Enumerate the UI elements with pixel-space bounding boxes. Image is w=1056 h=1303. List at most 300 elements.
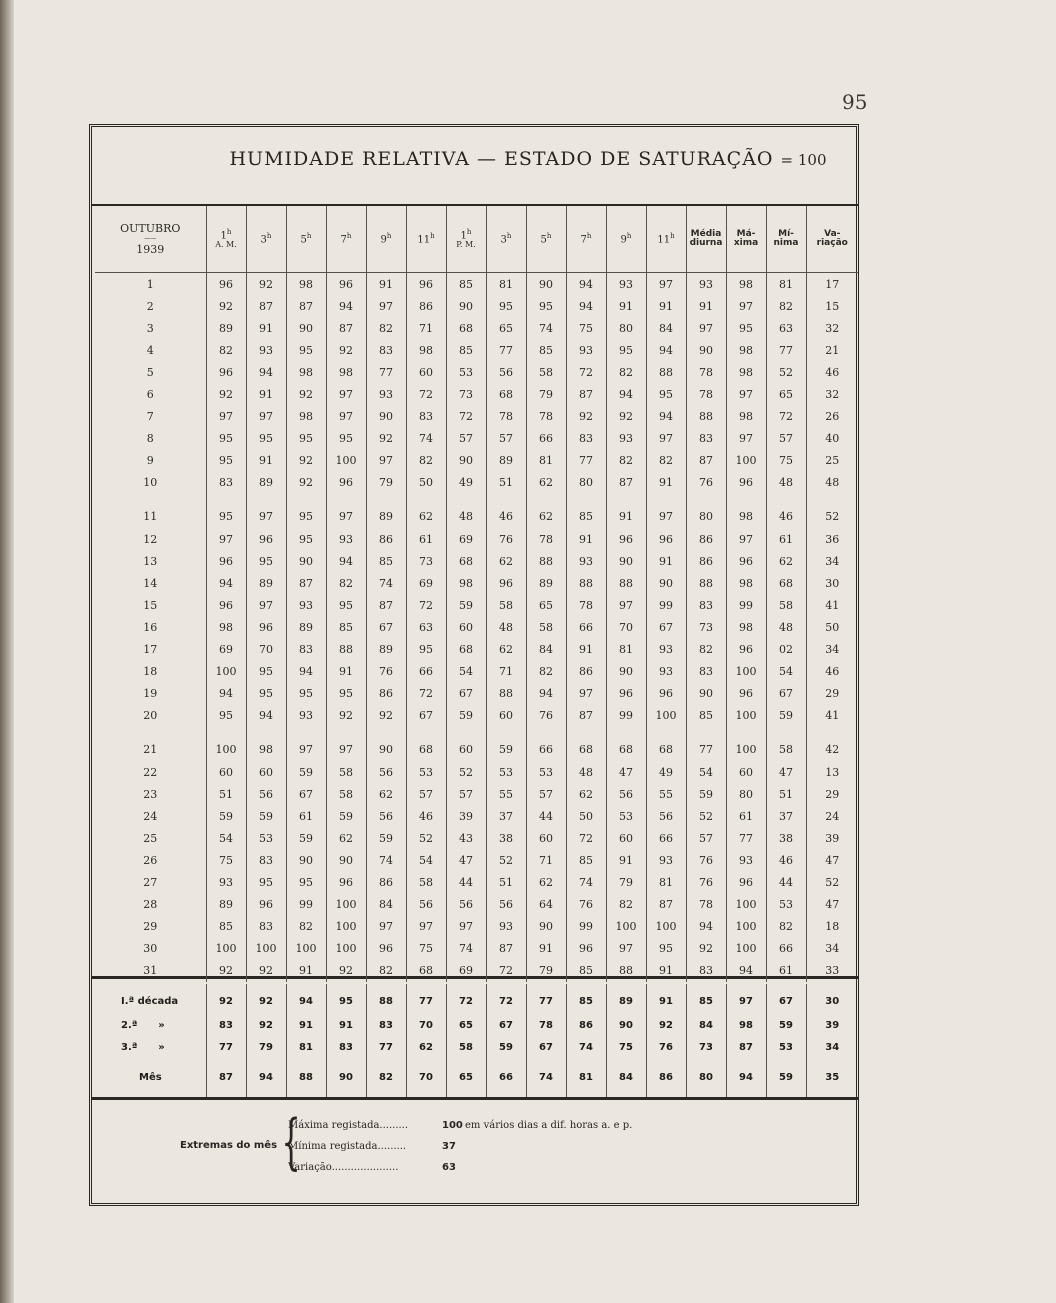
value-cell: 90 [646,572,686,594]
value-cell: 61 [726,805,766,827]
value-cell: 36 [806,528,858,550]
value-cell: 81 [646,871,686,893]
value-cell: 98 [286,405,326,427]
value-cell: 83 [246,849,286,871]
value-cell: 89 [246,572,286,594]
summary-value: 88 [286,1059,326,1097]
value-cell: 43 [446,827,486,849]
value-cell: 88 [606,960,646,982]
value-cell: 40 [806,427,858,449]
value-cell: 48 [486,616,526,638]
value-cell: 68 [446,550,486,572]
value-cell: 47 [806,893,858,915]
value-cell: 54 [766,660,806,682]
table-row [95,528,858,550]
summary-value: 86 [646,1059,686,1097]
value-cell: 52 [806,871,858,893]
value-cell: 74 [366,849,406,871]
value-cell: 97 [726,427,766,449]
value-cell: 82 [766,295,806,317]
value-cell: 73 [446,383,486,405]
value-cell: 90 [286,550,326,572]
value-cell: 56 [486,361,526,383]
table-row [95,616,858,638]
value-cell: 97 [366,915,406,937]
value-cell: 62 [526,494,566,528]
title-suffix: = 100 [780,151,827,169]
value-cell: 96 [406,273,446,296]
book-spine [0,0,14,1303]
value-cell: 85 [446,273,486,296]
value-cell: 02 [766,638,806,660]
summary-value: 66 [486,1059,526,1097]
value-cell: 92 [246,273,286,296]
value-cell: 46 [806,660,858,682]
summary-value: 83 [206,1014,246,1036]
value-cell: 60 [246,761,286,783]
value-cell: 79 [526,383,566,405]
value-cell: 97 [246,594,286,616]
value-cell: 100 [646,915,686,937]
value-cell: 58 [526,616,566,638]
summary-value: 34 [806,1036,858,1058]
maxima-header [726,206,766,273]
value-cell: 96 [606,682,646,704]
value-cell: 72 [406,594,446,616]
value-cell: 97 [246,405,286,427]
extreme-var-row [288,1162,456,1173]
value-cell: 83 [686,660,726,682]
header-row [95,206,858,273]
table-row [95,361,858,383]
value-cell: 83 [686,427,726,449]
value-cell: 60 [606,827,646,849]
table-row [95,572,858,594]
day-cell: 30 [143,942,158,956]
value-cell: 58 [406,871,446,893]
value-cell: 83 [206,472,246,494]
value-cell: 49 [646,761,686,783]
value-cell: 91 [686,295,726,317]
value-cell: 82 [326,572,366,594]
value-cell: 60 [446,616,486,638]
var-label: Variação..................... [288,1162,399,1173]
value-cell: 69 [206,638,246,660]
value-cell: 73 [686,616,726,638]
value-cell: 41 [806,594,858,616]
value-cell: 72 [566,361,606,383]
value-cell: 100 [606,915,646,937]
value-cell: 89 [486,450,526,472]
hour-suffix: h [546,231,552,240]
variacao-header-line-2: riação [816,238,848,248]
value-cell: 89 [526,572,566,594]
value-cell: 57 [446,783,486,805]
variacao-header [806,206,858,273]
value-cell: 92 [606,405,646,427]
hour-number: 5 [540,234,547,246]
value-cell: 93 [286,705,326,727]
value-cell: 93 [686,273,726,296]
value-cell: 96 [326,273,366,296]
summary-value: 76 [646,1036,686,1058]
value-cell: 61 [286,805,326,827]
summary-value: 97 [726,984,766,1014]
value-cell: 25 [806,450,858,472]
value-cell: 95 [286,494,326,528]
value-cell: 65 [766,383,806,405]
hour-header-8 [526,206,566,273]
value-cell: 93 [486,915,526,937]
value-cell: 82 [606,361,646,383]
value-cell: 94 [206,572,246,594]
value-cell: 78 [686,893,726,915]
value-cell: 53 [446,361,486,383]
hour-number: 1 [460,230,467,242]
value-cell: 95 [326,427,366,449]
summary-value: 82 [366,1059,406,1097]
value-cell: 59 [486,727,526,761]
hour-label [527,233,566,245]
value-cell: 100 [726,893,766,915]
value-cell: 95 [406,638,446,660]
value-cell: 100 [206,660,246,682]
hour-number: 3 [500,234,507,246]
summary-value: 84 [606,1059,646,1097]
value-cell: 100 [246,937,286,959]
value-cell: 80 [606,317,646,339]
summary-value: 83 [366,1014,406,1036]
value-cell: 56 [406,893,446,915]
value-cell: 91 [606,494,646,528]
value-cell: 57 [766,427,806,449]
value-cell: 96 [246,893,286,915]
value-cell: 82 [606,450,646,472]
value-cell: 97 [286,727,326,761]
value-cell: 53 [526,761,566,783]
value-cell: 81 [526,450,566,472]
value-cell: 92 [366,705,406,727]
value-cell: 86 [406,295,446,317]
value-cell: 79 [606,871,646,893]
value-cell: 87 [366,594,406,616]
table-row [95,594,858,616]
value-cell: 91 [366,273,406,296]
value-cell: 91 [566,528,606,550]
summary-value: 94 [726,1059,766,1097]
value-cell: 95 [246,550,286,572]
value-cell: 48 [806,472,858,494]
summary-value: 92 [246,1014,286,1036]
value-cell: 92 [326,960,366,982]
value-cell: 98 [726,405,766,427]
value-cell: 52 [686,805,726,827]
value-cell: 81 [606,638,646,660]
value-cell: 42 [806,727,858,761]
summary-value: 70 [406,1059,446,1097]
minima-header-line-2: nima [773,238,799,248]
value-cell: 97 [206,528,246,550]
value-cell: 60 [526,827,566,849]
value-cell: 98 [206,616,246,638]
value-cell: 88 [686,572,726,594]
value-cell: 94 [566,273,606,296]
value-cell: 56 [366,805,406,827]
day-cell: 22 [143,765,158,779]
value-cell: 46 [406,805,446,827]
table-row [95,849,858,871]
summary-value: 90 [326,1059,366,1097]
value-cell: 88 [606,572,646,594]
value-cell: 92 [206,960,246,982]
value-cell: 92 [246,960,286,982]
summary-value: 80 [686,1059,726,1097]
humidity-table [95,206,858,982]
value-cell: 59 [366,827,406,849]
summary-value: 58 [446,1036,486,1058]
year-label: 1939 [136,242,165,256]
value-cell: 90 [446,450,486,472]
summary-value: 85 [566,984,606,1014]
summary-value: 92 [246,984,286,1014]
hour-suffix: h [306,231,312,240]
maxima-header-line-2: xima [733,238,759,248]
value-cell: 99 [566,915,606,937]
value-cell: 100 [726,915,766,937]
summary-value: 86 [566,1014,606,1036]
value-cell: 79 [526,960,566,982]
value-cell: 53 [766,893,806,915]
value-cell: 48 [566,761,606,783]
hour-suffix: h [346,231,352,240]
value-cell: 85 [366,550,406,572]
summary-value: 67 [486,1014,526,1036]
value-cell: 76 [686,472,726,494]
value-cell: 29 [806,682,858,704]
table-row [95,295,858,317]
value-cell: 71 [526,849,566,871]
page-title [0,148,1056,180]
value-cell: 94 [686,915,726,937]
value-cell: 81 [766,273,806,296]
value-cell: 94 [646,339,686,361]
value-cell: 96 [646,528,686,550]
day-cell: 14 [143,576,158,590]
value-cell: 72 [446,405,486,427]
table-row [95,727,858,761]
value-cell: 96 [726,871,766,893]
value-cell: 82 [686,638,726,660]
value-cell: 60 [486,705,526,727]
value-cell: 46 [766,849,806,871]
value-cell: 87 [486,937,526,959]
value-cell: 86 [686,550,726,572]
media-header-line-1: Média [690,229,722,239]
value-cell: 99 [286,893,326,915]
value-cell: 82 [606,893,646,915]
value-cell: 56 [486,893,526,915]
value-cell: 95 [206,494,246,528]
value-cell: 78 [566,594,606,616]
hour-header-3 [326,206,366,273]
value-cell: 50 [406,472,446,494]
value-cell: 96 [246,528,286,550]
table-row [95,960,858,982]
value-cell: 29 [806,783,858,805]
value-cell: 94 [246,361,286,383]
value-cell: 75 [766,450,806,472]
value-cell: 97 [646,273,686,296]
value-cell: 68 [566,727,606,761]
day-cell: 16 [143,620,158,634]
value-cell: 54 [446,660,486,682]
day-cell: 3 [146,321,154,335]
summary-value: 70 [406,1014,446,1036]
value-cell: 82 [366,960,406,982]
value-cell: 94 [646,405,686,427]
value-cell: 83 [246,915,286,937]
value-cell: 88 [566,572,606,594]
value-cell: 87 [566,705,606,727]
summary-value: 91 [646,984,686,1014]
summary-value: 92 [206,984,246,1014]
summary-value: 95 [326,984,366,1014]
value-cell: 97 [606,937,646,959]
value-cell: 85 [526,339,566,361]
value-cell: 95 [726,317,766,339]
title-text: HUMIDADE RELATIVA — ESTADO DE SATURAÇÃO [229,148,774,170]
value-cell: 92 [566,405,606,427]
table-row [95,550,858,572]
day-cell: 9 [146,454,154,468]
value-cell: 97 [646,494,686,528]
value-cell: 48 [766,472,806,494]
value-cell: 69 [406,572,446,594]
table-row [95,937,858,959]
value-cell: 97 [406,915,446,937]
value-cell: 60 [206,761,246,783]
value-cell: 52 [766,361,806,383]
value-cell: 89 [206,893,246,915]
value-cell: 77 [366,361,406,383]
value-cell: 59 [446,705,486,727]
table-row [95,761,858,783]
value-cell: 62 [526,472,566,494]
value-cell: 62 [326,827,366,849]
value-cell: 59 [246,805,286,827]
hour-suffix: h [466,227,472,236]
value-cell: 57 [486,427,526,449]
value-cell: 59 [206,805,246,827]
value-cell: 87 [566,383,606,405]
table-row [95,915,858,937]
brace: { [281,1107,301,1177]
summary-value: 30 [806,984,858,1014]
hour-number: 5 [300,234,307,246]
value-cell: 59 [686,783,726,805]
summary-bottom-rule [92,1097,858,1100]
value-cell: 96 [486,572,526,594]
hour-number: 3 [260,234,267,246]
day-cell: 29 [143,919,158,933]
value-cell: 66 [766,937,806,959]
value-cell: 90 [366,405,406,427]
value-cell: 51 [486,472,526,494]
value-cell: 61 [766,960,806,982]
value-cell: 84 [646,317,686,339]
value-cell: 68 [446,638,486,660]
value-cell: 94 [566,295,606,317]
value-cell: 47 [766,761,806,783]
day-cell: 12 [143,532,158,546]
value-cell: 90 [326,849,366,871]
value-cell: 93 [286,594,326,616]
value-cell: 96 [366,937,406,959]
value-cell: 72 [566,827,606,849]
value-cell: 85 [686,705,726,727]
hour-suffix: h [586,231,592,240]
value-cell: 65 [486,317,526,339]
summary-row [95,1014,858,1036]
value-cell: 55 [486,783,526,805]
value-cell: 62 [486,550,526,572]
summary-value: 74 [526,1059,566,1097]
value-cell: 74 [526,317,566,339]
value-cell: 72 [486,960,526,982]
summary-value: 98 [726,1014,766,1036]
value-cell: 39 [806,827,858,849]
table-row [95,893,858,915]
day-cell: 10 [143,476,158,490]
value-cell: 77 [566,450,606,472]
value-cell: 56 [606,783,646,805]
value-cell: 88 [526,550,566,572]
day-cell: 13 [143,554,158,568]
value-cell: 48 [766,616,806,638]
value-cell: 95 [206,427,246,449]
value-cell: 93 [566,550,606,572]
hour-number: 1 [220,230,227,242]
value-cell: 95 [286,682,326,704]
value-cell: 83 [686,594,726,616]
hour-label [327,233,366,245]
value-cell: 94 [206,682,246,704]
value-cell: 34 [806,638,858,660]
value-cell: 55 [646,783,686,805]
value-cell: 80 [566,472,606,494]
value-cell: 26 [806,405,858,427]
value-cell: 88 [486,682,526,704]
value-cell: 91 [606,295,646,317]
day-cell: 7 [146,409,154,423]
value-cell: 47 [446,849,486,871]
value-cell: 92 [286,383,326,405]
hour-number: 11 [657,234,671,246]
value-cell: 69 [446,960,486,982]
table-row [95,638,858,660]
value-cell: 93 [366,383,406,405]
value-cell: 30 [806,572,858,594]
value-cell: 95 [326,594,366,616]
value-cell: 62 [526,871,566,893]
value-cell: 46 [806,361,858,383]
day-cell: 6 [146,387,154,401]
value-cell: 96 [726,682,766,704]
value-cell: 96 [726,550,766,572]
value-cell: 91 [646,295,686,317]
value-cell: 95 [246,427,286,449]
value-cell: 32 [806,383,858,405]
